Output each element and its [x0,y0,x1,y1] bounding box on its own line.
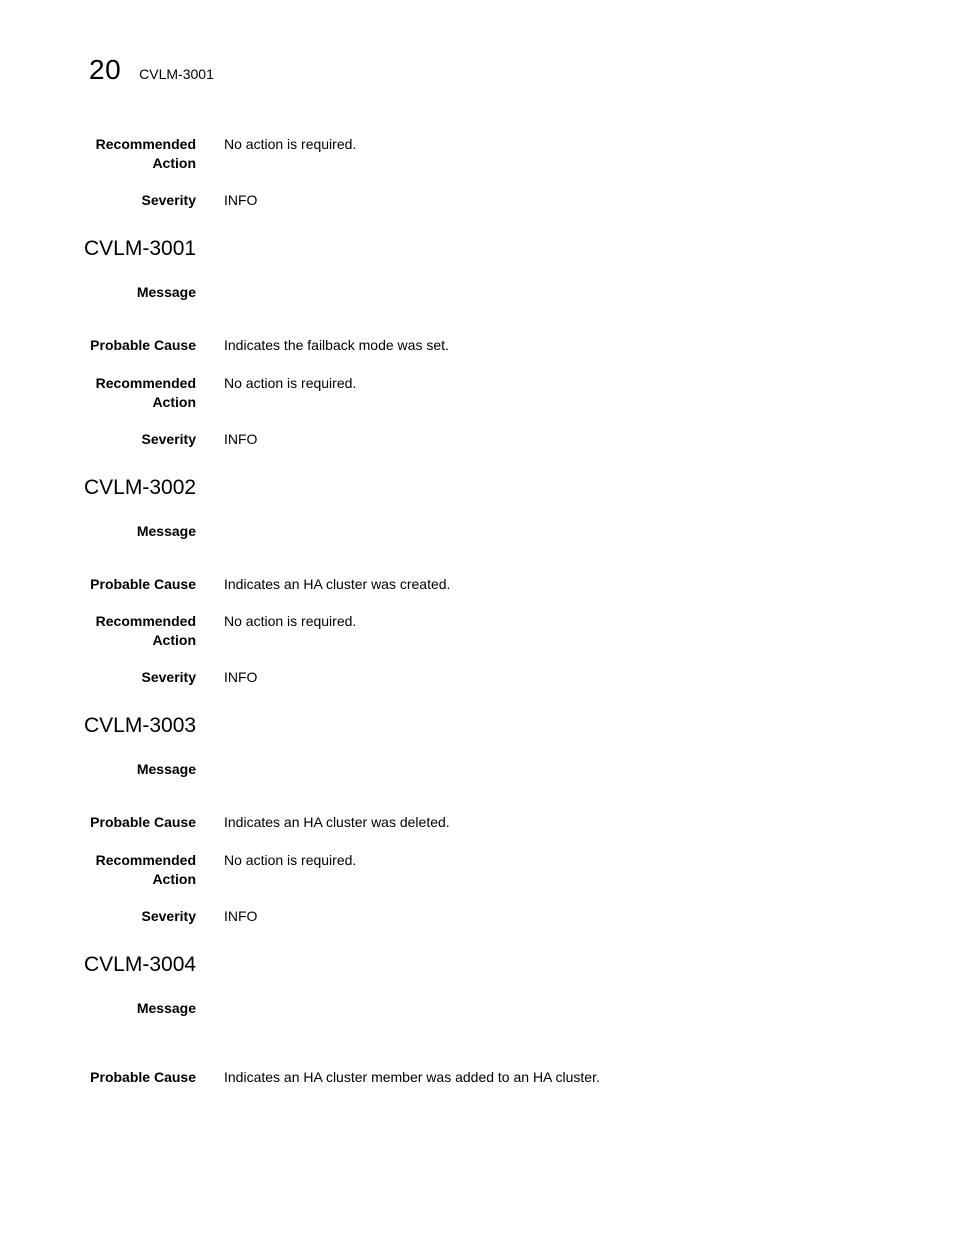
section-title-cvlm-3004: CVLM-3004 [84,953,197,976]
recommended-action-value: No action is required. [224,375,357,391]
recommended-action-value: No action is required. [224,136,357,152]
message-label: Message [136,761,196,777]
probable-cause-label: Probable Cause [90,337,196,353]
page-header [89,54,214,86]
recommended-action-label: Recommended Action [95,136,196,171]
severity-value: INFO [224,431,258,447]
recommended-action-value: No action is required. [224,852,357,868]
severity-value: INFO [224,669,258,685]
recommended-action-value: No action is required. [224,613,357,629]
severity-label: Severity [141,908,196,924]
severity-value: INFO [224,908,258,924]
severity-label: Severity [141,669,196,685]
message-label: Message [136,1000,196,1016]
recommended-action-label: Recommended Action [95,852,196,887]
severity-label: Severity [141,192,196,208]
probable-cause-value: Indicates an HA cluster member was added to an HA cluster. [224,1069,600,1085]
section-title-cvlm-3002: CVLM-3002 [84,476,197,499]
section-title-cvlm-3001: CVLM-3001 [84,237,197,260]
message-label: Message [136,284,196,300]
probable-cause-label: Probable Cause [90,1069,196,1085]
message-label: Message [136,523,196,539]
severity-value: INFO [224,192,258,208]
probable-cause-label: Probable Cause [90,576,196,592]
section-title-cvlm-3003: CVLM-3003 [84,714,197,737]
severity-label: Severity [141,431,196,447]
chapter-number: 20 [89,54,122,85]
running-title: CVLM-3001 [139,66,214,82]
probable-cause-value: Indicates the failback mode was set. [224,337,449,353]
probable-cause-label: Probable Cause [90,814,196,830]
recommended-action-label: Recommended Action [95,613,196,648]
probable-cause-value: Indicates an HA cluster was deleted. [224,814,450,830]
recommended-action-label: Recommended Action [95,375,196,410]
probable-cause-value: Indicates an HA cluster was created. [224,576,451,592]
